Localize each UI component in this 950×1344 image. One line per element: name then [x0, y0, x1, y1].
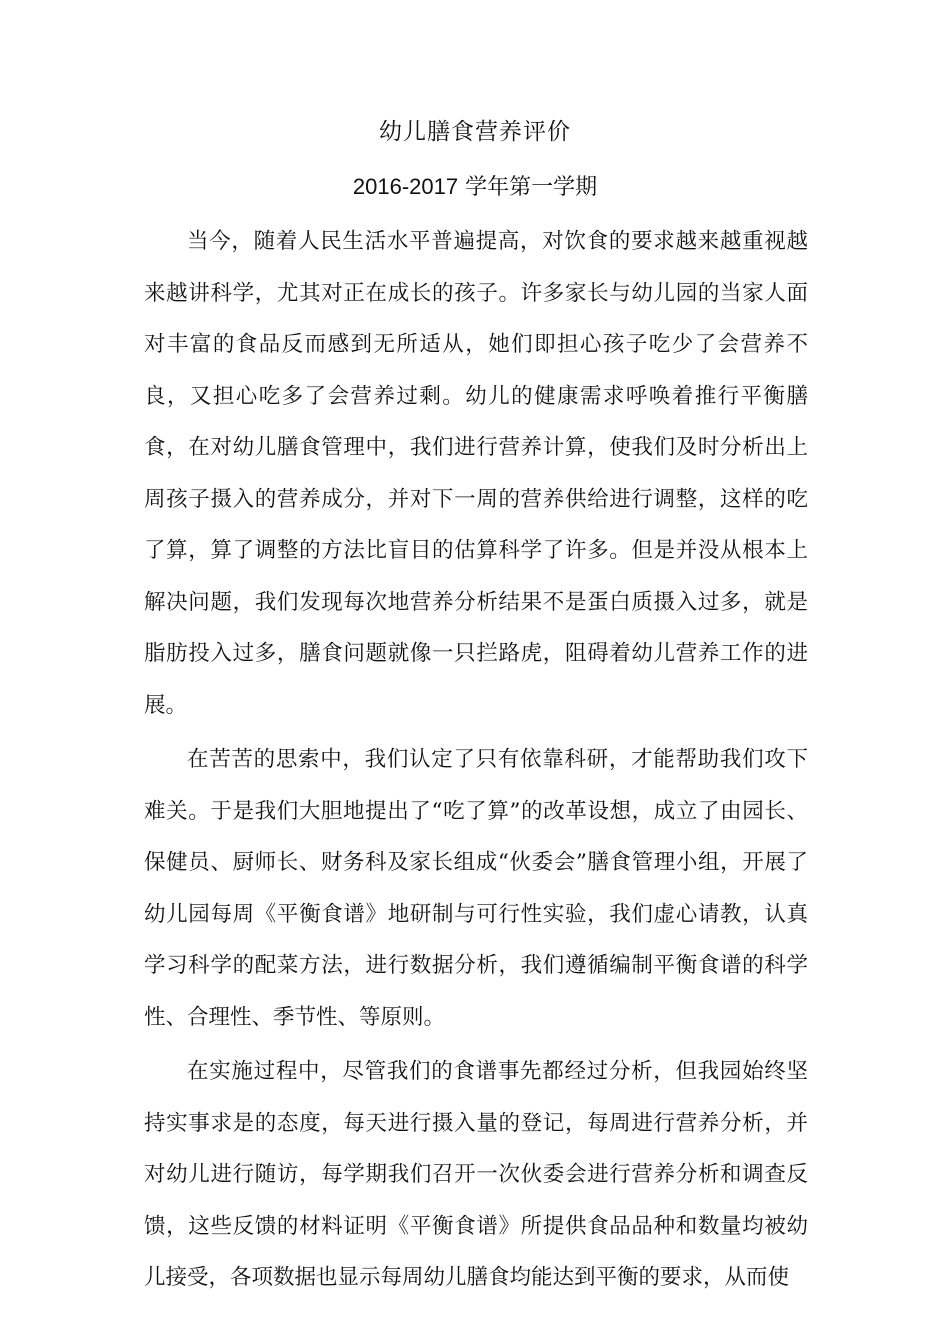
document-body	[144, 216, 808, 1304]
body-paragraph-3: 在实施过程中，尽管我们的食谱事先都经过分析，但我园始终坚持实事求是的态度，每天进行摄入量的登记，每周进行营养分析，并对幼儿进行随访，每学期我们召开一次伙委会进行营养分析和调查反馈，这些反馈的材料证明《平衡食谱》所提供食品品种和数量均被幼儿接受，各项数据也显示每周幼儿膳食均能达到平衡的要求，从而使	[144, 1059, 808, 1290]
body-paragraph-2: 在苦苦的思索中，我们认定了只有依靠科研，才能帮助我们攻下难关。于是我们大胆地提出了“吃了算”的改革设想，成立了由园长、保健员、厨师长、财务科及家长组成“伙委会”膳食管理小组，开展了幼儿园每周《平衡食谱》地研制与可行性实验，我们虚心请教，认真学习科学的配菜方法，进行数据分析，我们遵循编制平衡食谱的科学性、合理性、季节性、等原则。	[144, 747, 808, 1030]
document-title: 幼儿膳食营养评价	[379, 119, 571, 145]
subtitle-year: 2016-2017	[352, 174, 459, 199]
document-subtitle	[0, 170, 950, 205]
subtitle-term: 学年第一学期	[458, 175, 598, 200]
body-paragraph-1: 当今，随着人民生活水平普遍提高，对饮食的要求越来越重视越来越讲科学，尤其对正在成长的孩子。许多家长与幼儿园的当家人面对丰富的食品反而感到无所适从，她们即担心孩子吃少了会营养不良，又担心吃多了会营养过剩。幼儿的健康需求呼唤着推行平衡膳食，在对幼儿膳食管理中，我们进行营养计算，使我们及时分析出上周孩子摄入的营养成分，并对下一周的营养供给进行调整，这样的吃了算，算了调整的方法比盲目的估算科学了许多。但是并没从根本上解决问题，我们发现每次地营养分析结果不是蛋白质摄入过多，就是脂肪投入过多，膳食问题就像一只拦路虎，阻碍着幼儿营养工作的进展。	[144, 229, 808, 718]
